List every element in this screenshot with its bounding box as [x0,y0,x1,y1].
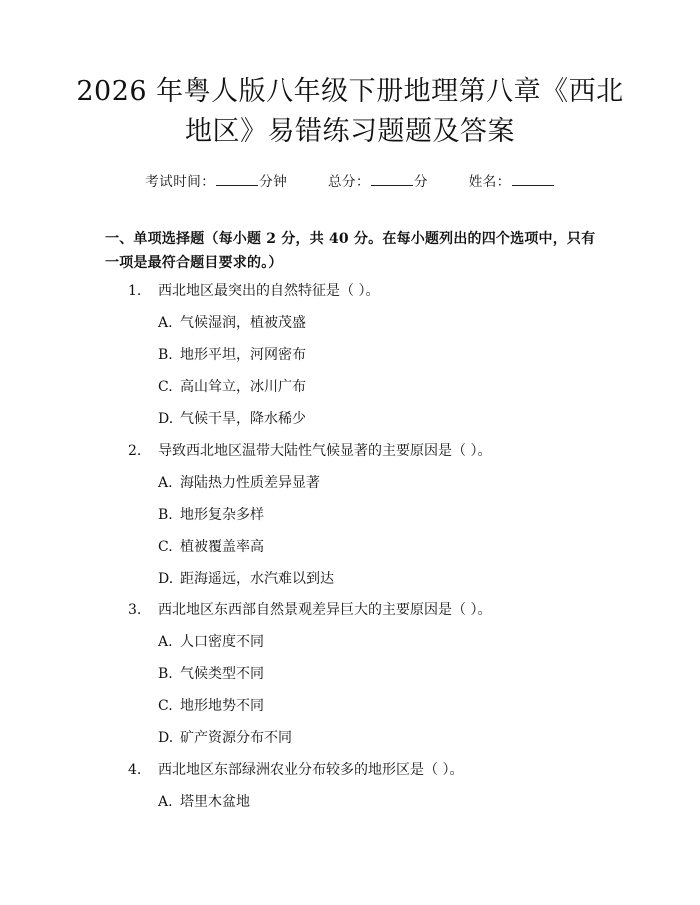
question-3-option-c[interactable] [158,696,264,716]
option-letter: A. [158,475,173,491]
question-1-option-d[interactable] [158,409,306,429]
option-text: 距海遥远，水汽难以到达 [180,571,334,587]
question-number: 3. [128,602,142,618]
name-field [469,174,555,190]
question-2 [128,441,491,461]
time-field [145,174,287,190]
exam-meta [0,170,700,190]
option-letter: D. [158,571,174,587]
question-1-option-b[interactable] [158,345,306,365]
question-3-option-b[interactable] [158,664,264,684]
question-4-option-a[interactable] [158,792,250,812]
option-letter: C. [158,698,173,714]
option-letter: C. [158,539,173,555]
option-text: 塔里木盆地 [180,794,250,810]
option-letter: B. [158,347,173,363]
option-text: 地形地势不同 [180,698,264,714]
option-text: 气候干旱，降水稀少 [180,411,306,427]
score-blank[interactable] [371,172,413,186]
page-title [70,72,630,152]
question-3 [128,600,491,620]
option-text: 植被覆盖率高 [180,539,264,555]
name-blank[interactable] [512,172,554,186]
question-2-option-a[interactable] [158,473,320,493]
option-letter: A. [158,794,173,810]
option-text: 地形平坦，河网密布 [180,347,306,363]
title-line-2: 地区》易错练习题题及答案 [185,116,515,147]
question-number: 2. [128,443,142,459]
question-text: 西北地区东西部自然景观差异巨大的主要原因是（ ）。 [158,602,492,618]
question-1 [128,281,379,301]
name-label: 姓名： [468,174,511,190]
score-unit: 分 [414,174,428,190]
option-letter: B. [158,507,173,523]
option-text: 气候湿润，植被茂盛 [180,315,306,331]
option-letter: D. [158,411,174,427]
question-text: 导致西北地区温带大陆性气候显著的主要原因是（ ）。 [158,443,492,459]
time-blank[interactable] [216,172,258,186]
option-text: 人口密度不同 [180,634,264,650]
option-letter: C. [158,379,173,395]
option-text: 地形复杂多样 [180,507,264,523]
title-line-1: 2026 年粤人版八年级下册地理第八章《西北 [76,76,624,107]
question-text: 西北地区最突出的自然特征是（ ）。 [158,283,380,299]
option-letter: B. [158,666,173,682]
question-number: 1. [128,283,142,299]
question-3-option-d[interactable] [158,728,292,748]
question-number: 4. [128,762,142,778]
option-letter: A. [158,634,173,650]
score-label: 总分： [328,174,370,190]
question-text: 西北地区东部绿洲农业分布较多的地形区是（ ）。 [158,762,464,778]
question-4 [128,760,463,780]
question-3-option-a[interactable] [158,632,264,652]
option-text: 高山耸立，冰川广布 [180,379,306,395]
option-text: 海陆热力性质差异显著 [180,475,320,491]
question-1-option-a[interactable] [158,313,306,333]
score-field [328,174,428,190]
time-label: 考试时间： [145,174,216,190]
question-2-option-b[interactable] [158,505,264,525]
option-letter: A. [158,315,173,331]
time-unit: 分钟 [259,174,288,190]
question-2-option-c[interactable] [158,537,264,557]
option-text: 气候类型不同 [180,666,264,682]
option-letter: D. [158,730,174,746]
section-heading: 一、单项选择题（每小题 2 分，共 40 分。在每小题列出的四个选项中，只有一项是最符合题目要求的。） [105,231,596,271]
question-1-option-c[interactable] [158,377,306,397]
question-2-option-d[interactable] [158,569,334,589]
option-text: 矿产资源分布不同 [180,730,292,746]
